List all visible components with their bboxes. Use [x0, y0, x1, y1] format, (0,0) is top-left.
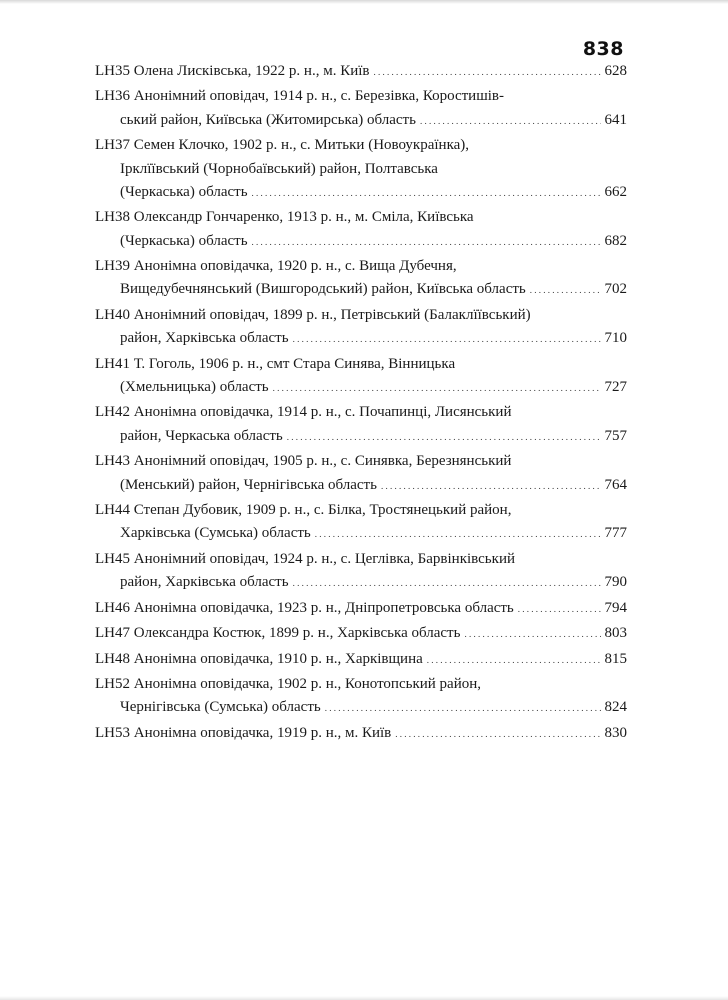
toc-entry-line: LH38 Олександр Гончаренко, 1913 р. н., м. Сміла, Київська [95, 209, 474, 226]
page-top-edge [0, 0, 728, 4]
toc-entry [95, 353, 627, 401]
toc-entry-text: (Менський) район, Чернігівська область [120, 476, 377, 493]
toc-entry [95, 648, 627, 672]
toc-leader-dots [325, 696, 601, 720]
toc-leader-dots [273, 376, 601, 400]
toc-entry-line [95, 597, 627, 621]
toc-entry-line [95, 522, 627, 546]
toc-leader-dots [420, 109, 601, 133]
page-number: 838 [582, 38, 624, 60]
toc-entry-text: (Черкаська) область [120, 232, 248, 249]
toc-entry-page: 830 [604, 724, 627, 741]
toc-entry-line [95, 425, 627, 449]
toc-entry-page: 764 [604, 476, 627, 493]
toc-entry-text: район, Черкаська область [120, 427, 283, 444]
toc-entry-page: 710 [604, 330, 627, 347]
toc-entry-line: LH40 Анонімний оповідач, 1899 р. н., Петрівський (Балаклїївський) [95, 306, 531, 323]
toc-entry-line [95, 474, 627, 498]
toc-entry-page: 777 [604, 525, 627, 542]
toc-entry-text: район, Харківська область [120, 330, 289, 347]
toc-entry-line [95, 696, 627, 720]
toc-leader-dots [315, 522, 601, 546]
toc-entry [95, 622, 627, 646]
toc-entry-line [95, 230, 627, 254]
toc-entry-text: ський район, Київська (Житомирська) область [120, 111, 416, 128]
toc-entry [95, 401, 627, 449]
toc-entry-text: район, Харківська область [120, 574, 289, 591]
toc-entry-page: 702 [604, 281, 627, 298]
toc-leader-dots [373, 60, 600, 84]
toc-entry-line [95, 571, 627, 595]
toc-entry-page: 662 [604, 183, 627, 200]
toc-entry-text: Чернігівська (Сумська) область [120, 699, 321, 716]
toc-entry-line: LH44 Степан Дубовик, 1909 р. н., с. Білка, Тростянецький район, [95, 502, 512, 519]
toc-entry-line [95, 648, 627, 672]
toc-entry-line: LH36 Анонімний оповідач, 1914 р. н., с. Березівка, Коростишів- [95, 88, 504, 105]
toc-leader-dots [395, 722, 600, 746]
toc-entry-text: (Хмельницька) область [120, 378, 269, 395]
toc-entry-line [95, 60, 627, 84]
toc-entry-line [95, 376, 627, 400]
toc-leader-dots [252, 230, 601, 254]
toc-entry [95, 60, 627, 84]
toc-leader-dots [464, 622, 600, 646]
toc-entry-line: LH37 Семен Клочко, 1902 р. н., с. Митьки (Новоукраїнка), [95, 137, 470, 154]
toc-entry-page: 803 [604, 625, 627, 642]
toc-entry-page: 641 [604, 111, 627, 128]
toc-entry-line [95, 622, 627, 646]
toc-entry-page: 824 [604, 699, 627, 716]
toc-entry [95, 206, 627, 254]
toc-entry [95, 304, 627, 352]
toc-entry [95, 450, 627, 498]
toc-leader-dots [252, 181, 601, 205]
toc-entry-page: 628 [604, 63, 627, 79]
toc-entry-line: LH45 Анонімний оповідач, 1924 р. н., с. Цеглівка, Барвінківський [95, 550, 515, 567]
toc-entry-text: LH47 Олександра Костюк, 1899 р. н., Харківська область [95, 625, 461, 642]
toc-entry [95, 548, 627, 596]
toc-entry-line [95, 109, 627, 133]
toc-entry-line: LH43 Анонімний оповідач, 1905 р. н., с. Синявка, Березнянський [95, 453, 512, 470]
toc-entry-page: 757 [604, 427, 627, 444]
toc-leader-dots [293, 327, 601, 351]
toc-leader-dots [287, 425, 601, 449]
toc-entry-page: 815 [604, 650, 627, 667]
toc-entry [95, 673, 627, 721]
toc-leader-dots [530, 278, 601, 302]
toc-entry-page: 682 [604, 232, 627, 249]
toc-entry-text: LH46 Анонімна оповідачка, 1923 р. н., Дніпропетровська область [95, 599, 514, 616]
toc-entry-line [95, 181, 627, 205]
toc-entry-text: Харківська (Сумська) область [120, 525, 311, 542]
toc-entry-line: LH52 Анонімна оповідачка, 1902 р. н., Конотопський район, [95, 676, 482, 693]
toc-entry [95, 134, 627, 205]
toc-entry-line: LH42 Анонімна оповідачка, 1914 р. н., с. Почапинці, Лисянський [95, 404, 512, 421]
toc-entry [95, 255, 627, 303]
toc-leader-dots [427, 648, 601, 672]
toc-entry-line: Ірклїївський (Чорнобаївський) район, Полтавська [120, 160, 438, 177]
toc-entry-line [95, 278, 627, 302]
toc-entry-text: LH48 Анонімна оповідачка, 1910 р. н., Харківщина [95, 650, 423, 667]
toc-leader-dots [293, 571, 601, 595]
toc-entry-page: 790 [604, 574, 627, 591]
toc-entry [95, 597, 627, 621]
toc-entry-page: 794 [604, 599, 627, 616]
toc-entry-text: LH35 Олена Лисківська, 1922 р. н., м. Київ [95, 63, 370, 79]
toc-entry-line: LH41 Т. Гоголь, 1906 р. н., смт Стара Синява, Вінницька [95, 355, 456, 372]
toc-entry [95, 499, 627, 547]
toc-entry-page: 727 [604, 378, 627, 395]
toc-entry [95, 722, 627, 746]
toc-leader-dots [518, 597, 601, 621]
toc-entry-text: LH53 Анонімна оповідачка, 1919 р. н., м. Київ [95, 724, 392, 741]
toc-entry-line [95, 327, 627, 351]
page-bottom-edge [0, 996, 728, 1000]
toc-entry-line: LH39 Анонімна оповідачка, 1920 р. н., с. Вища Дубечня, [95, 258, 457, 275]
toc-leader-dots [381, 474, 601, 498]
toc-entry-text: Вищедубечнянський (Вишгородський) район, Київська область [120, 281, 526, 298]
table-of-contents [95, 60, 627, 747]
toc-entry-line [95, 722, 627, 746]
toc-entry-text: (Черкаська) область [120, 183, 248, 200]
toc-entry [95, 85, 627, 133]
